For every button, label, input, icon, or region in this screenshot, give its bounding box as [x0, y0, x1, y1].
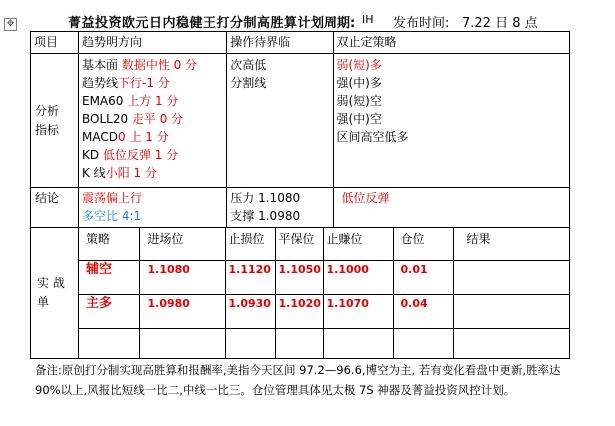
analysis-label-cell — [31, 54, 79, 188]
practice-grid-cell — [79, 228, 570, 359]
empty-cell — [275, 328, 323, 358]
conclusion-operation-cell — [227, 188, 333, 228]
period-value: IH — [362, 13, 374, 26]
strategy-item: 区间高空低多 — [336, 130, 409, 144]
strategy-item: 弱(短)空 — [336, 94, 382, 108]
strategy-item: 强(中)多 — [336, 76, 382, 90]
row-take-profit: 1.1070 — [323, 294, 393, 328]
practice-header-row — [79, 228, 569, 260]
strategy-item: 强(中)空 — [336, 112, 382, 126]
analysis-label-line2: 指标 — [35, 122, 60, 137]
conclusion-trend-cell — [79, 188, 227, 228]
practice-label-cell — [31, 228, 79, 359]
trend-item: KD 低位反弹 1 分 — [82, 148, 179, 162]
practice-label-line1: 实 战 — [37, 276, 65, 290]
analysis-strategy-cell — [333, 54, 570, 188]
conclusion-strategy-cell — [333, 188, 570, 228]
pressure-level: 压力 1.1080 — [230, 191, 301, 205]
row-result — [453, 294, 569, 328]
header-cell-strategy: 双止定策略 — [333, 32, 570, 54]
trend-item: 趋势线下行-1 分 — [82, 76, 170, 90]
row-entry: 1.1080 — [139, 260, 225, 294]
col-header-position: 仓位 — [393, 228, 453, 260]
col-header-result: 结果 — [453, 228, 569, 260]
publish-time-label: 发布时间: — [393, 16, 450, 31]
plan-table — [30, 31, 570, 359]
header-cell-trend: 趋势明方向 — [79, 32, 227, 54]
row-stop-loss: 1.0930 — [225, 294, 275, 328]
col-header-stop-loss: 止损位 — [225, 228, 275, 260]
trend-item: BOLL20 走平 0 分 — [82, 112, 184, 126]
row-position: 0.04 — [393, 294, 453, 328]
analysis-row — [31, 54, 570, 188]
col-header-take-profit: 止赚位 — [323, 228, 393, 260]
table-row — [79, 328, 569, 358]
row-take-profit: 1.1000 — [323, 260, 393, 294]
header-cell-operation: 操作待界临 — [227, 32, 333, 54]
trend-item: 基本面 数据中性 0 分 — [82, 58, 198, 72]
trend-item: K 线小阳 1 分 — [82, 166, 157, 180]
col-header-strategy: 策略 — [79, 228, 139, 260]
operation-item: 次高低 — [230, 58, 267, 72]
empty-cell — [323, 328, 393, 358]
practice-row — [31, 228, 570, 359]
operation-item: 分割线 — [230, 76, 267, 90]
conclusion-strategy: 低位反弹 — [341, 191, 390, 205]
table-header-row — [31, 32, 570, 54]
trend-item: MACD0 上 1 分 — [82, 130, 169, 144]
trend-item: EMA60 上方 1 分 — [82, 94, 179, 108]
row-strategy: 主多 — [79, 294, 139, 328]
empty-cell — [139, 328, 225, 358]
empty-cell — [79, 328, 139, 358]
empty-cell — [453, 328, 569, 358]
row-entry: 1.0980 — [139, 294, 225, 328]
conclusion-label: 结论 — [35, 191, 60, 205]
document-header — [0, 10, 615, 30]
plan-title: 菁益投资欧元日内稳健王打分制高胜算计划 — [68, 16, 325, 31]
remarks-note: 备注:原创打分制实现高胜算和报酬率,美指今天区间 97.2—96.6,博空为主, 若有变化看盘中更新,胜率达 90%以上,风报比短线一比二,中线一比三。仓位管理具体见太极 7S 神器及菁益投资风控计划。 — [35, 363, 561, 397]
support-level: 支撑 1.0980 — [230, 209, 301, 223]
publish-time-value: 7.22 日 8 点 — [462, 16, 538, 31]
analysis-trend-cell — [79, 54, 227, 188]
row-strategy: 辅空 — [79, 260, 139, 294]
col-header-entry: 进场位 — [139, 228, 225, 260]
conclusion-row — [31, 188, 570, 228]
analysis-label-line1: 分析 — [35, 103, 60, 118]
analysis-operation-cell — [227, 54, 333, 188]
col-header-breakeven: 平保位 — [275, 228, 323, 260]
row-result — [453, 260, 569, 294]
practice-grid — [79, 228, 569, 358]
row-breakeven: 1.1020 — [275, 294, 323, 328]
table-row — [79, 260, 569, 294]
table-move-handle-icon[interactable]: ✥ — [4, 18, 17, 31]
table-row — [79, 294, 569, 328]
long-short-ratio: 多空比 4:1 — [82, 209, 142, 223]
conclusion-label-cell — [31, 188, 79, 228]
practice-label-line2: 单 — [37, 295, 50, 309]
strategy-item: 弱(短)多 — [336, 58, 382, 72]
period-label: 周期: — [324, 16, 356, 31]
empty-cell — [393, 328, 453, 358]
row-breakeven: 1.1050 — [275, 260, 323, 294]
empty-cell — [225, 328, 275, 358]
conclusion-trend: 震荡偏上行 — [82, 191, 143, 205]
row-stop-loss: 1.1120 — [225, 260, 275, 294]
row-position: 0.01 — [393, 260, 453, 294]
header-cell-item: 项目 — [31, 32, 79, 54]
